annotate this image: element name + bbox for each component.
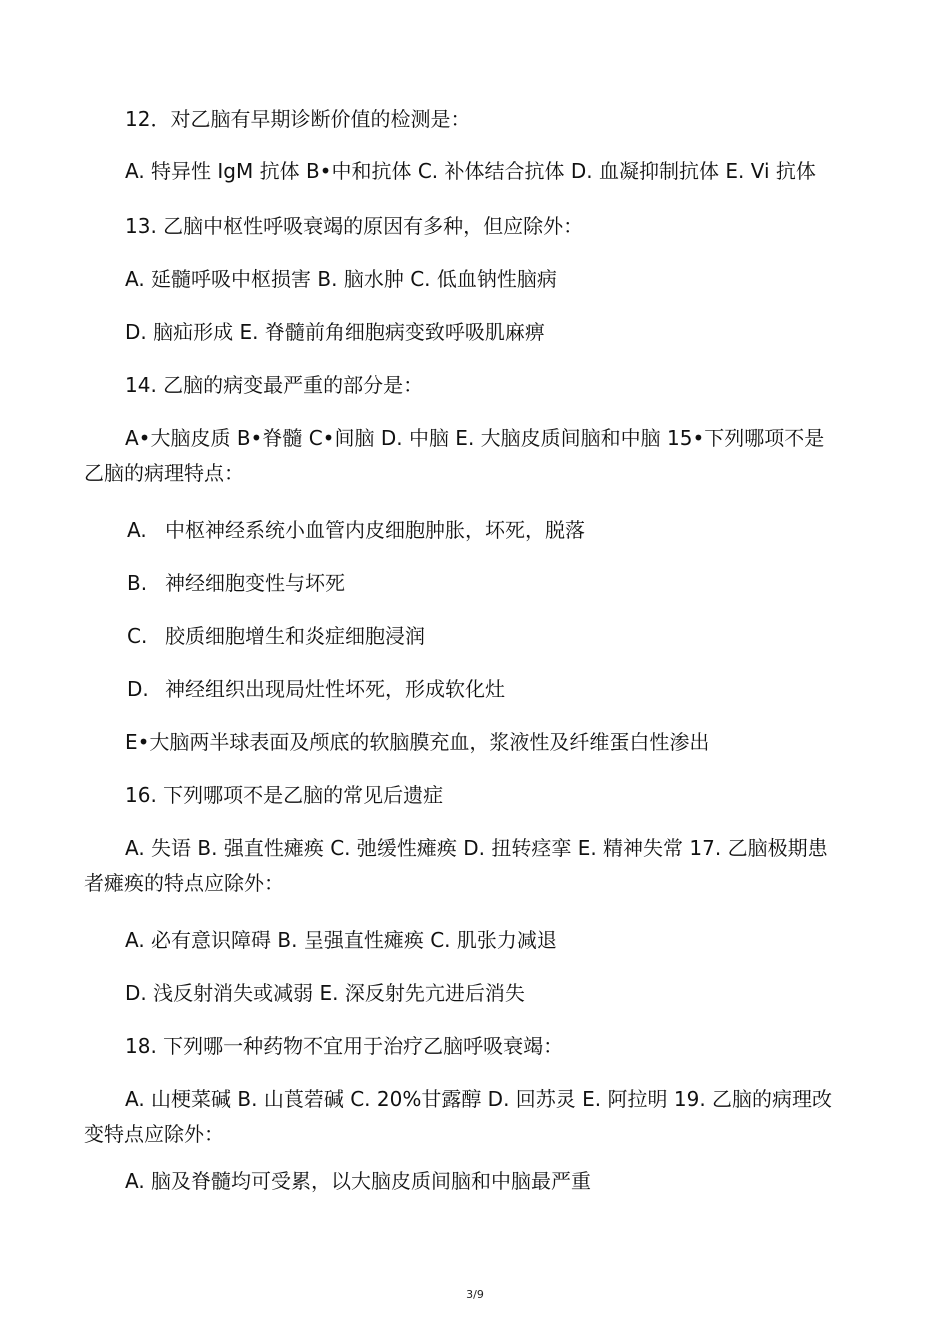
question-13-options-line-1: A. 延髓呼吸中枢损害 B. 脑水肿 C. 低血钠性脑病 xyxy=(125,267,557,291)
option-text: 神经细胞变性与坏死 xyxy=(165,571,345,595)
question-19-continued: 变特点应除外： xyxy=(84,1122,224,1146)
option-text: 胶质细胞增生和炎症细胞浸润 xyxy=(165,624,425,648)
question-17-options-line-2: D. 浅反射消失或减弱 E. 深反射先亢进后消失 xyxy=(125,981,525,1005)
question-15-continued: 乙脑的病理特点： xyxy=(84,461,244,485)
option-letter: B. xyxy=(127,571,148,595)
option-letter: A. xyxy=(127,518,147,542)
page-number: 3/9 xyxy=(466,1288,484,1301)
question-16: 16. 下列哪项不是乙脑的常见后遗症 xyxy=(125,783,444,807)
question-13: 13. 乙脑中枢性呼吸衰竭的原因有多种，但应除外： xyxy=(125,214,584,238)
option-text: 中枢神经系统小血管内皮细胞肿胀，坏死，脱落 xyxy=(165,518,585,542)
question-19-option-a: A. 脑及脊髓均可受累，以大脑皮质间脑和中脑最严重 xyxy=(125,1169,592,1193)
question-17-continued: 者瘫痪的特点应除外： xyxy=(84,871,284,895)
question-15-option-c xyxy=(127,624,950,648)
question-15-option-e: E•大脑两半球表面及颅底的软脑膜充血，浆液性及纤维蛋白性渗出 xyxy=(125,730,710,754)
option-letter: D. xyxy=(127,677,149,701)
question-13-options-line-2: D. 脑疝形成 E. 脊髓前角细胞病变致呼吸肌麻痹 xyxy=(125,320,545,344)
question-18: 18. 下列哪一种药物不宜用于治疗乙脑呼吸衰竭： xyxy=(125,1034,564,1058)
question-16-options-with-question-17: A. 失语 B. 强直性瘫痪 C. 弛缓性瘫痪 D. 扭转痉挛 E. 精神失常 17. 乙脑极期患 xyxy=(125,836,828,860)
question-12: 12．对乙脑有早期诊断价值的检测是： xyxy=(125,107,471,131)
question-14-options-with-question-15: A•大脑皮质 B•脊髓 C•间脑 D. 中脑 E. 大脑皮质间脑和中脑 15•下列哪项不是 xyxy=(125,426,825,450)
question-14: 14. 乙脑的病变最严重的部分是： xyxy=(125,373,424,397)
option-letter: C. xyxy=(127,624,148,648)
question-15-option-b xyxy=(127,571,950,595)
question-15-option-d xyxy=(127,677,950,701)
question-17-options-line-1: A. 必有意识障碍 B. 呈强直性瘫痪 C. 肌张力减退 xyxy=(125,928,557,952)
question-12-options: A. 特异性 IgM 抗体 B•中和抗体 C. 补体结合抗体 D. 血凝抑制抗体 E. Vi 抗体 xyxy=(125,159,816,183)
question-15-option-a xyxy=(127,518,950,542)
question-18-options-with-question-19: A. 山梗菜碱 B. 山莨菪碱 C. 20%甘露醇 D. 回苏灵 E. 阿拉明 19. 乙脑的病理改 xyxy=(125,1087,833,1111)
option-text: 神经组织出现局灶性坏死，形成软化灶 xyxy=(165,677,505,701)
